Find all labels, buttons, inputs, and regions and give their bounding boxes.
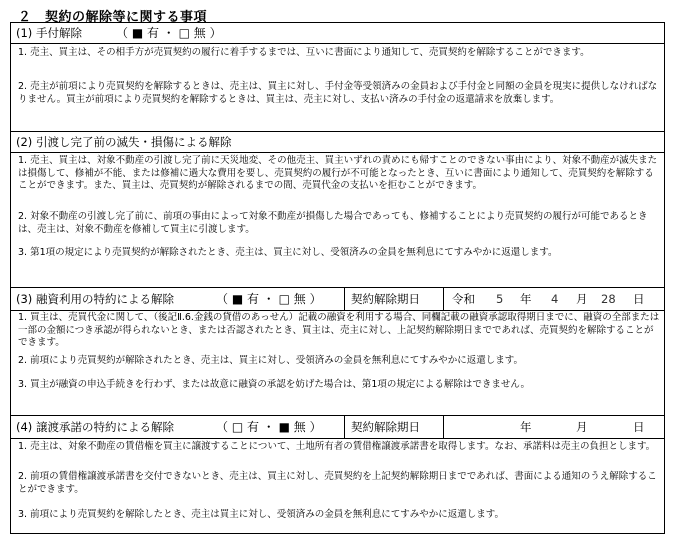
section-title: ２ 契約の解除等に関する事項 <box>18 10 208 25</box>
section-4-month-unit: 月 <box>576 420 588 434</box>
section-2-item-3: 3. 第1項の規定により売買契約が解除されたとき、売主は、買主に対し、受領済みの金員を無利息にてすみやかに返還します。 <box>18 247 558 258</box>
section-3-month-unit: 月 <box>576 292 588 306</box>
section-3-options: （ ■ 有 ・ □ 無 ） <box>216 292 322 306</box>
section-4-item-1: 1. 売主は、対象不動産の賃借権を買主に譲渡することについて、土地所有者の賃借権譲渡承諾書を取得します。なお、承諾料は売主の負担とします。 <box>18 441 656 452</box>
section-3-day-unit: 日 <box>633 292 645 306</box>
section-4-item-2: 2. 前項の賃借権譲渡承諾書を交付できないとき、売主は、買主に対し、売買契約を上記契約解除期日までであれば、書面による通知のうえ解除することができます。 <box>18 471 657 495</box>
section-4-date-label: 契約解除期日 <box>351 420 420 434</box>
section-3-item-1: 1. 買主は、売買代金に関して、（後記Ⅱ.6.金銭の貸借のあっせん）記載の融資を利用する場合、同欄記載の融資承認取得期日までに、融資の全部または一部の金額につき承認が得られないとき、または否認されたとき、買主は、売主に対し、上記契約解除期日までであれば、売買契約を解除することができます。 <box>18 312 660 349</box>
section-4-header <box>11 416 664 438</box>
section-3-year: 5 <box>496 292 504 306</box>
section-2-item-1: 1. 売主、買主は、対象不動産の引渡し完了前に天災地変、その他売主、買主いずれの責めにも帰すことのできない事由により、対象不動産が滅失または損傷して、修補が不能、または修補に過大な費用を要し、売買契約の履行が不可能となったとき、互いに書面により通知して、売買契約を解除することができます。また、買主は、売買契約が解除されるまでの間、売買代金の支払いを拒むことができます。 <box>18 155 658 192</box>
contract-termination-table <box>10 22 665 534</box>
section-4-day-unit: 日 <box>633 420 645 434</box>
section-4-year-unit: 年 <box>520 420 532 434</box>
section-3-year-unit: 年 <box>520 292 532 306</box>
section-3-date-label: 契約解除期日 <box>351 292 420 306</box>
section-2-heading: (2) 引渡し完了前の滅失・損傷による解除 <box>16 135 232 149</box>
section-1-item-1: 1. 売主、買主は、その相手方が売買契約の履行に着手するまでは、互いに書面により通知して、売買契約を解除することができます。 <box>18 47 590 58</box>
section-1-header <box>11 23 664 43</box>
section-3-header <box>11 288 664 310</box>
section-3-heading: (3) 融資利用の特約による解除 <box>16 292 174 306</box>
section-2-header <box>11 132 664 152</box>
section-4-item-3: 3. 前項により売買契約を解除したとき、売主は買主に対し、受領済みの金員を無利息にてすみやかに返還します。 <box>18 509 504 520</box>
section-1-heading: (1) 手付解除 <box>16 26 82 40</box>
section-2-item-2: 2. 対象不動産の引渡し完了前に、前項の事由によって対象不動産が損傷した場合であっても、修補することにより売買契約の履行が可能であるときは、売主は、対象不動産を修補して買主に引渡します。 <box>18 211 648 235</box>
section-3-item-2: 2. 前項により売買契約が解除されたとき、売主は、買主に対し、受領済みの金員を無利息にてすみやかに返還します。 <box>18 355 523 366</box>
section-1-item-2: 2. 売主が前項により売買契約を解除するときは、売主は、買主に対し、手付金等受領済みの金員および手付金と同額の金員を現実に提供しなければなりません。買主が前項により売買契約を解除するときは、買主は、売主に対し、支払い済みの手付金の返還請求を放棄します。 <box>18 81 658 105</box>
section-4-heading: (4) 譲渡承諾の特約による解除 <box>16 420 174 434</box>
section-3-item-3: 3. 買主が融資の申込手続きを行わず、または故意に融資の承認を妨げた場合は、第1項の規定による解除はできません。 <box>18 379 530 390</box>
section-1-options: （ ■ 有 ・ □ 無 ） <box>116 26 222 40</box>
section-3-day: 28 <box>601 292 616 306</box>
section-3-era: 令和 <box>452 292 475 306</box>
section-4-options: （ □ 有 ・ ■ 無 ） <box>216 420 322 434</box>
section-3-month: 4 <box>551 292 559 306</box>
